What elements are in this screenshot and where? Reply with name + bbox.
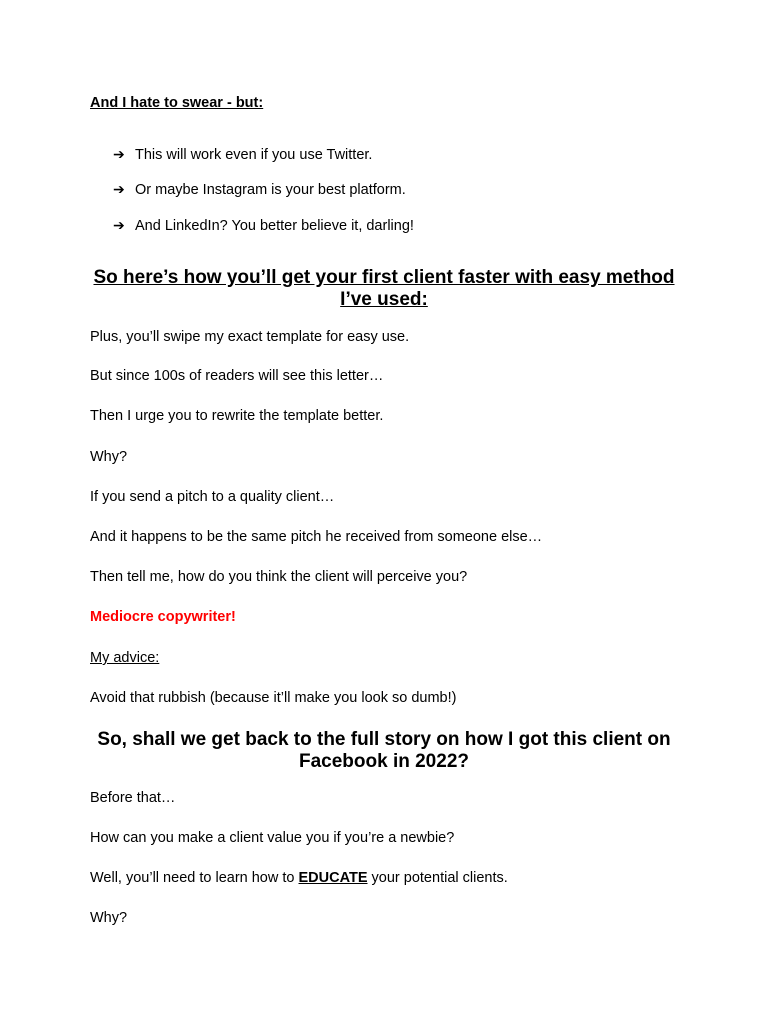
paragraph: How can you make a client value you if you’re a newbie? [90,830,455,846]
paragraph: Why? [90,910,128,926]
arrow-bullet-icon: ➔ [113,146,125,162]
bullet-item [113,180,406,199]
bullet-text: And LinkedIn? You better believe it, darling! [135,218,414,234]
paragraph: And it happens to be the same pitch he received from someone else… [90,529,543,545]
emphasis-text: EDUCATE [298,870,368,886]
section-heading: So here’s how you’ll get your first client faster with easy method I’ve used: [93,267,675,310]
paragraph: Before that… [90,790,176,806]
bullet-item [113,216,414,235]
highlight-text: Mediocre copywriter! [90,609,236,625]
bullet-text: This will work even if you use Twitter. [135,147,373,163]
paragraph [90,869,508,887]
paragraph: If you send a pitch to a quality client… [90,489,335,505]
paragraph: Plus, you’ll swipe my exact template for easy use. [90,329,410,345]
paragraph-text: Well, you’ll need to learn how to [90,870,299,886]
bullet-item [113,145,372,164]
paragraph: Why? [90,449,128,465]
paragraph-text: your potential clients. [367,870,508,886]
intro-heading: And I hate to swear - but: [90,95,264,111]
paragraph: Then I urge you to rewrite the template better. [90,408,384,424]
paragraph: Avoid that rubbish (because it’ll make you look so dumb!) [90,690,457,706]
advice-label: My advice: [90,650,160,666]
bullet-text: Or maybe Instagram is your best platform. [135,182,406,198]
section-heading: So, shall we get back to the full story on how I got this client on Facebook in 2022? [97,729,671,772]
arrow-bullet-icon: ➔ [113,217,125,233]
paragraph: Then tell me, how do you think the client will perceive you? [90,569,468,585]
arrow-bullet-icon: ➔ [113,181,125,197]
paragraph: But since 100s of readers will see this letter… [90,368,384,384]
